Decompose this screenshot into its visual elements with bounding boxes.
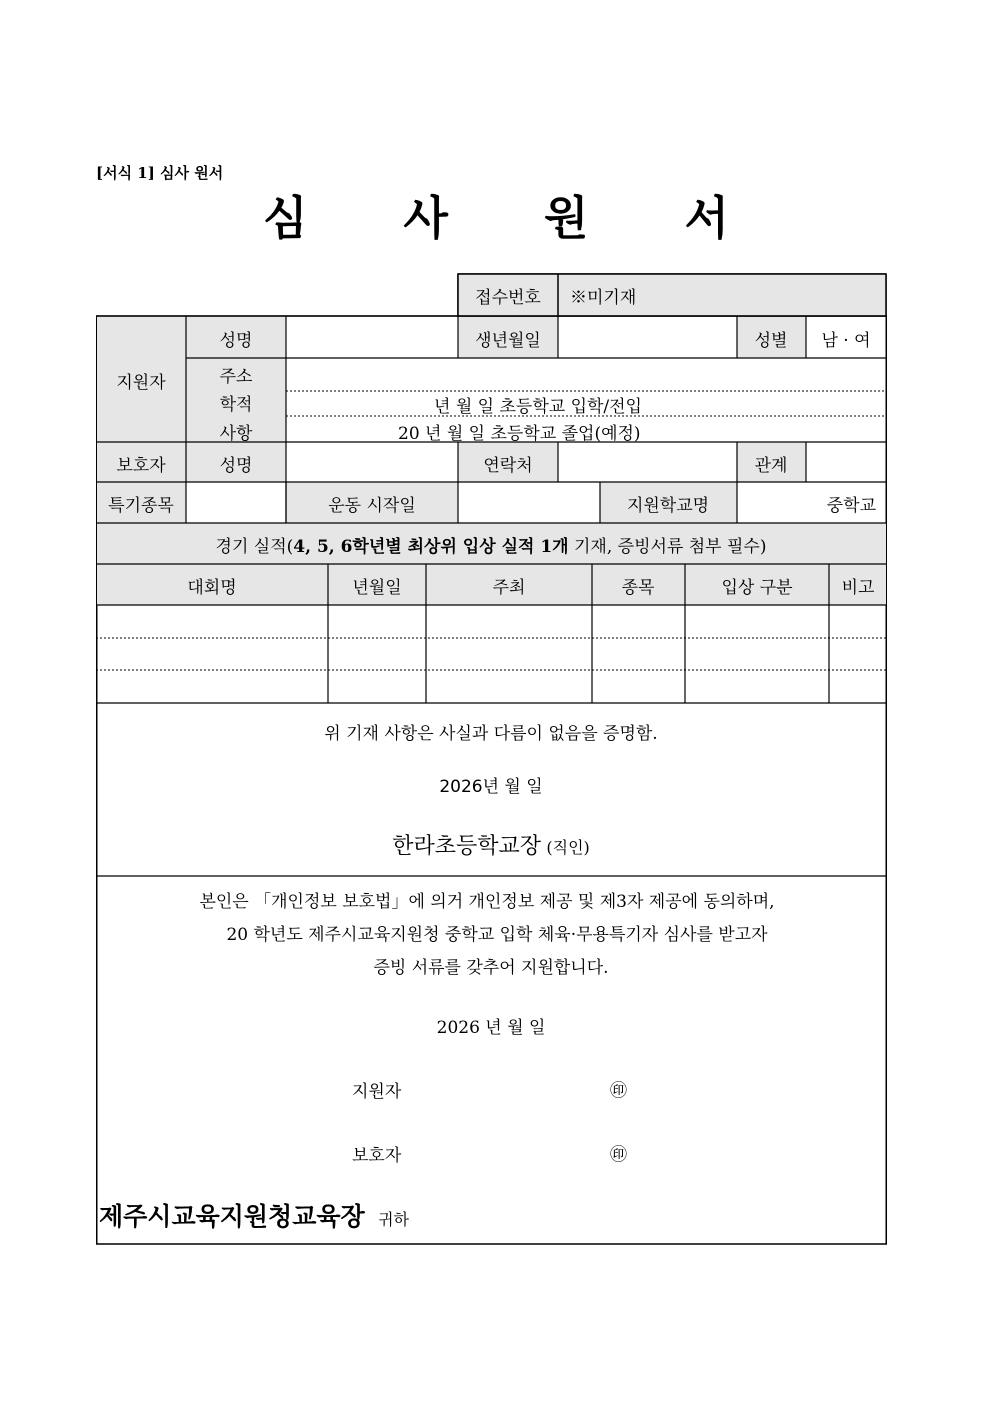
applicant-group-label: 지원자 xyxy=(116,373,166,393)
school-graduation-line: 20 년 월 일 초등학교 졸업(예정) xyxy=(398,424,641,444)
school-entry-line: 년 월 일 초등학교 입학/전입 xyxy=(434,397,642,417)
relation-label: 관계 xyxy=(754,456,788,476)
certify-statement: 위 기재 사항은 사실과 다름이 없음을 증명함. xyxy=(324,724,658,744)
records-heading xyxy=(216,532,767,557)
training-start-label: 운동 시작일 xyxy=(328,496,416,516)
applicant-seal-mark[interactable]: ㊞ xyxy=(610,1081,627,1101)
form-number-label: [서식 1] 심사 원서 xyxy=(96,164,224,182)
page-title: 심 사 원 서 xyxy=(263,191,769,245)
addressee-line xyxy=(99,1197,409,1233)
consent-line-3: 증빙 서류를 갖추어 지원합니다. xyxy=(373,958,609,978)
application-form xyxy=(96,273,887,1245)
principal-seal: (직인) xyxy=(546,838,590,857)
col-remarks: 비고 xyxy=(841,578,875,598)
addressee: 제주시교육지원청교육장 xyxy=(99,1202,365,1231)
consent-line-1: 본인은 「개인정보 보호법」에 의거 개인정보 제공 및 제3자 제공에 동의하며, xyxy=(199,892,775,912)
honorific: 귀하 xyxy=(378,1210,409,1229)
receipt-note: ※미기재 xyxy=(570,288,637,308)
certify-date: 2026년 월 일 xyxy=(439,777,543,797)
col-date: 년월일 xyxy=(352,578,402,598)
school-record-label-2: 사항 xyxy=(219,424,253,444)
birthdate-label: 생년월일 xyxy=(475,331,541,351)
consent-line-2: 20 학년도 제주시교육지원청 중학교 입학 체육·무용특기자 심사를 받고자 xyxy=(226,925,768,945)
consent-date: 2026 년 월 일 xyxy=(436,1018,546,1038)
gender-label: 성별 xyxy=(754,331,788,351)
sport-label: 특기종목 xyxy=(108,496,174,516)
records-heading-post: 기재, 증빙서류 첨부 필수) xyxy=(568,537,767,557)
school-record-label-1: 학적 xyxy=(219,395,253,415)
col-event: 종목 xyxy=(621,578,655,598)
contact-label: 연락처 xyxy=(483,456,533,476)
guardian-group-label: 보호자 xyxy=(116,456,166,476)
col-competition: 대회명 xyxy=(187,578,237,598)
records-heading-pre: 경기 실적( xyxy=(215,537,294,557)
receipt-number-label: 접수번호 xyxy=(475,288,541,308)
principal-name: 한라초등학교장 xyxy=(392,834,541,859)
col-award: 입상 구분 xyxy=(721,578,793,598)
guardian-seal-mark[interactable]: ㊞ xyxy=(610,1145,627,1165)
target-school-label: 지원학교명 xyxy=(626,496,710,516)
address-label: 주소 xyxy=(219,367,253,387)
col-host: 주최 xyxy=(492,578,526,598)
target-school-suffix: 중학교 xyxy=(826,496,876,516)
guardian-name-label: 성명 xyxy=(219,456,253,476)
guardian-sign-label: 보호자 xyxy=(352,1146,402,1166)
applicant-sign-label: 지원자 xyxy=(352,1082,402,1102)
records-heading-emphasis: 4, 5, 6학년별 최상위 입상 실적 1개 xyxy=(293,537,569,557)
principal-line xyxy=(392,829,590,860)
gender-options[interactable]: 남 · 여 xyxy=(821,331,871,351)
applicant-name-label: 성명 xyxy=(219,331,253,351)
